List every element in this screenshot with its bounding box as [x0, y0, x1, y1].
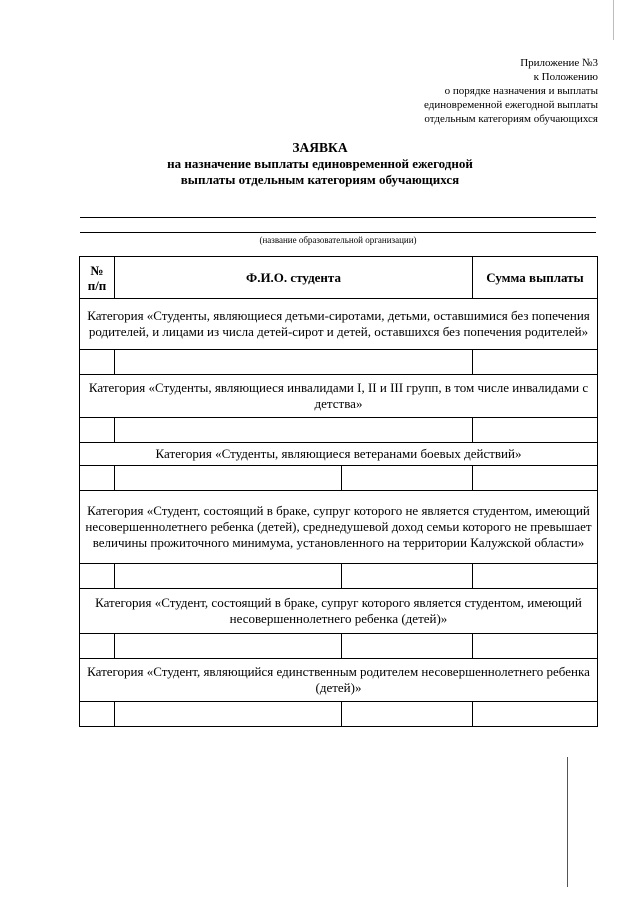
category-cell: Категория «Студент, состоящий в браке, супруг которого является студентом, имеющий несовершеннолетнего ребенка (детей)» — [80, 589, 598, 634]
appendix-line: к Положению — [533, 71, 598, 83]
title-line: на назначение выплаты единовременной ежегодной — [167, 156, 473, 171]
table-row — [80, 466, 598, 491]
scan-artifact-line — [613, 0, 614, 40]
category-cell: Категория «Студент, состоящий в браке, супруг которого не является студентом, имеющий несовершеннолетнего ребенка (детей), среднедушевой доход семьи которого не превышает величины прожиточного минимума, установленного на территории Калужской области» — [80, 491, 598, 564]
number-cell — [80, 564, 115, 589]
extra-cell — [342, 564, 473, 589]
org-name-caption: (название образовательной организации) — [259, 235, 417, 245]
sum-cell — [473, 564, 598, 589]
table-row — [80, 702, 598, 727]
org-name-underline — [80, 232, 596, 233]
org-name-line — [80, 217, 596, 218]
extra-cell — [342, 702, 473, 727]
appendix-note — [424, 56, 598, 126]
number-cell — [80, 634, 115, 659]
number-cell — [80, 702, 115, 727]
category-row — [80, 659, 598, 702]
title-line: выплаты отдельным категориям обучающихся — [180, 172, 460, 187]
table-row — [80, 634, 598, 659]
header-sum: Сумма выплаты — [473, 257, 598, 299]
extra-cell — [342, 634, 473, 659]
table-row — [80, 418, 598, 443]
fio-cell — [115, 634, 342, 659]
scan-artifact-line — [567, 757, 568, 887]
extra-cell — [342, 466, 473, 491]
number-cell — [80, 466, 115, 491]
header-row — [80, 257, 598, 299]
category-cell: Категория «Студент, являющийся единственным родителем несовершеннолетнего ребенка (детей)» — [80, 659, 598, 702]
category-row — [80, 589, 598, 634]
header-number-symbol: № — [90, 262, 104, 278]
fio-cell — [115, 350, 473, 375]
fio-cell — [115, 418, 473, 443]
appendix-line: Приложение №3 — [520, 57, 598, 69]
header-number-label: п/п — [87, 277, 107, 293]
sum-cell — [473, 350, 598, 375]
category-cell: Категория «Студенты, являющиеся детьми-сиротами, детьми, оставшимися без попечения родителей, и лицами из числа детей-сирот и детей, оставшихся без попечения родителей» — [80, 299, 598, 350]
application-table — [79, 256, 598, 727]
header-number — [80, 257, 115, 299]
document-title — [0, 140, 640, 188]
sum-cell — [473, 634, 598, 659]
category-row — [80, 375, 598, 418]
category-row — [80, 443, 598, 466]
category-cell: Категория «Студенты, являющиеся инвалидами I, II и III групп, в том числе инвалидами с детства» — [80, 375, 598, 418]
category-row — [80, 491, 598, 564]
sum-cell — [473, 418, 598, 443]
appendix-line: единовременной ежегодной выплаты — [424, 99, 598, 111]
appendix-line: о порядке назначения и выплаты — [444, 85, 598, 97]
category-cell: Категория «Студенты, являющиеся ветеранами боевых действий» — [80, 443, 598, 466]
sum-cell — [473, 702, 598, 727]
sum-cell — [473, 466, 598, 491]
table-row — [80, 350, 598, 375]
category-row — [80, 299, 598, 350]
fio-cell — [115, 466, 342, 491]
fio-cell — [115, 702, 342, 727]
number-cell — [80, 350, 115, 375]
fio-cell — [115, 564, 342, 589]
header-fio: Ф.И.О. студента — [115, 257, 473, 299]
number-cell — [80, 418, 115, 443]
title-line: ЗАЯВКА — [292, 140, 348, 155]
table-row — [80, 564, 598, 589]
appendix-line: отдельным категориям обучающихся — [424, 113, 598, 125]
